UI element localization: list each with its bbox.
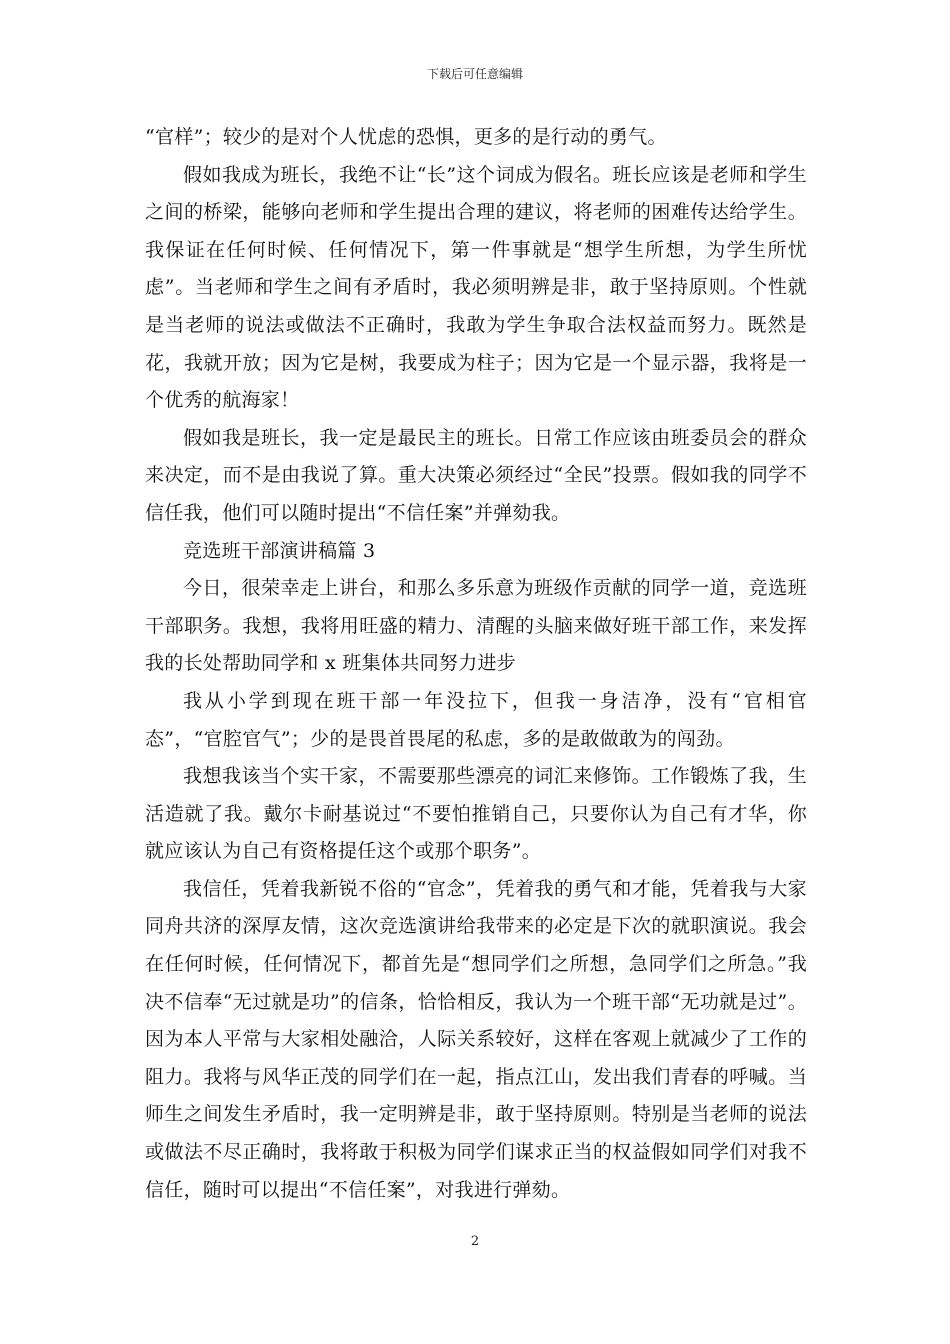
paragraph: 我信任，凭着我新锐不俗的“官念”，凭着我的勇气和才能，凭着我与大家同舟共济的深厚友情，这次竞选演讲给我带来的必定是下次的就职演说。我会在任何时候，任何情况下，都首先是“想同学们之所想，急同学们之所急。”我决不信奉“无过就是功”的信条，恰恰相反，我认为一个班干部“无功就是过”。因为本人平常与大家相处融洽，人际关系较好，这样在客观上就减少了工作的阻力。我将与风华正茂的同学们在一起，指点江山，发出我们青春的呼喊。当师生之间发生矛盾时，我一定明辨是非，敢于坚持原则。特别是当老师的说法或做法不尽正确时，我将敢于积极为同学们谋求正当的权益假如同学们对我不信任，随时可以提出“不信任案”，对我进行弹劾。	[145, 877, 807, 1201]
paragraph-continuation: “官样”；较少的是对个人忧虑的恐惧，更多的是行动的勇气。	[145, 126, 667, 148]
paragraph: 假如我成为班长，我绝不让“长”这个词成为假名。班长应该是老师和学生之间的桥梁，能够向老师和学生提出合理的建议，将老师的困难传达给学生。我保证在任何时候、任何情况下，第一件事就是“想学生所想，为学生所忧虑”。当老师和学生之间有矛盾时，我必须明辨是非，敢于坚持原则。个性就是当老师的说法或做法不正确时，我敢为学生争取合法权益而努力。既然是花，我就开放；因为它是树，我要成为柱子；因为它是一个显示器，我将是一个优秀的航海家！	[145, 163, 807, 412]
paragraph: 假如我是班长，我一定是最民主的班长。日常工作应该由班委员会的群众来决定，而不是由我说了算。重大决策必须经过“全民”投票。假如我的同学不信任我，他们可以随时提出“不信任案”并弹劾我。	[145, 426, 807, 524]
document-body	[145, 119, 807, 1209]
paragraph: 今日，很荣幸走上讲台，和那么多乐意为班级作贡献的同学一道，竞选班干部职务。我想，我将用旺盛的精力、清醒的头脑来做好班干部工作，来发挥我的长处帮助同学和 x 班集体共同努力进步	[145, 577, 807, 675]
page-number: 2	[470, 1234, 480, 1249]
section-heading: 竞选班干部演讲稿篇 3	[183, 539, 376, 562]
paragraph: 我想我该当个实干家，不需要那些漂亮的词汇来修饰。工作锻炼了我，生活造就了我。戴尔卡耐基说过“不要怕推销自己，只要你认为自己有才华，你就应该认为自己有资格提任这个或那个职务”。	[145, 765, 807, 863]
page-header: 下载后可任意编辑	[426, 67, 523, 81]
paragraph: 我从小学到现在班干部一年没拉下，但我一身洁净，没有“官相官态”，“官腔官气”；少的是畏首畏尾的私虑，多的是敢做敢为的闯劲。	[145, 689, 807, 750]
